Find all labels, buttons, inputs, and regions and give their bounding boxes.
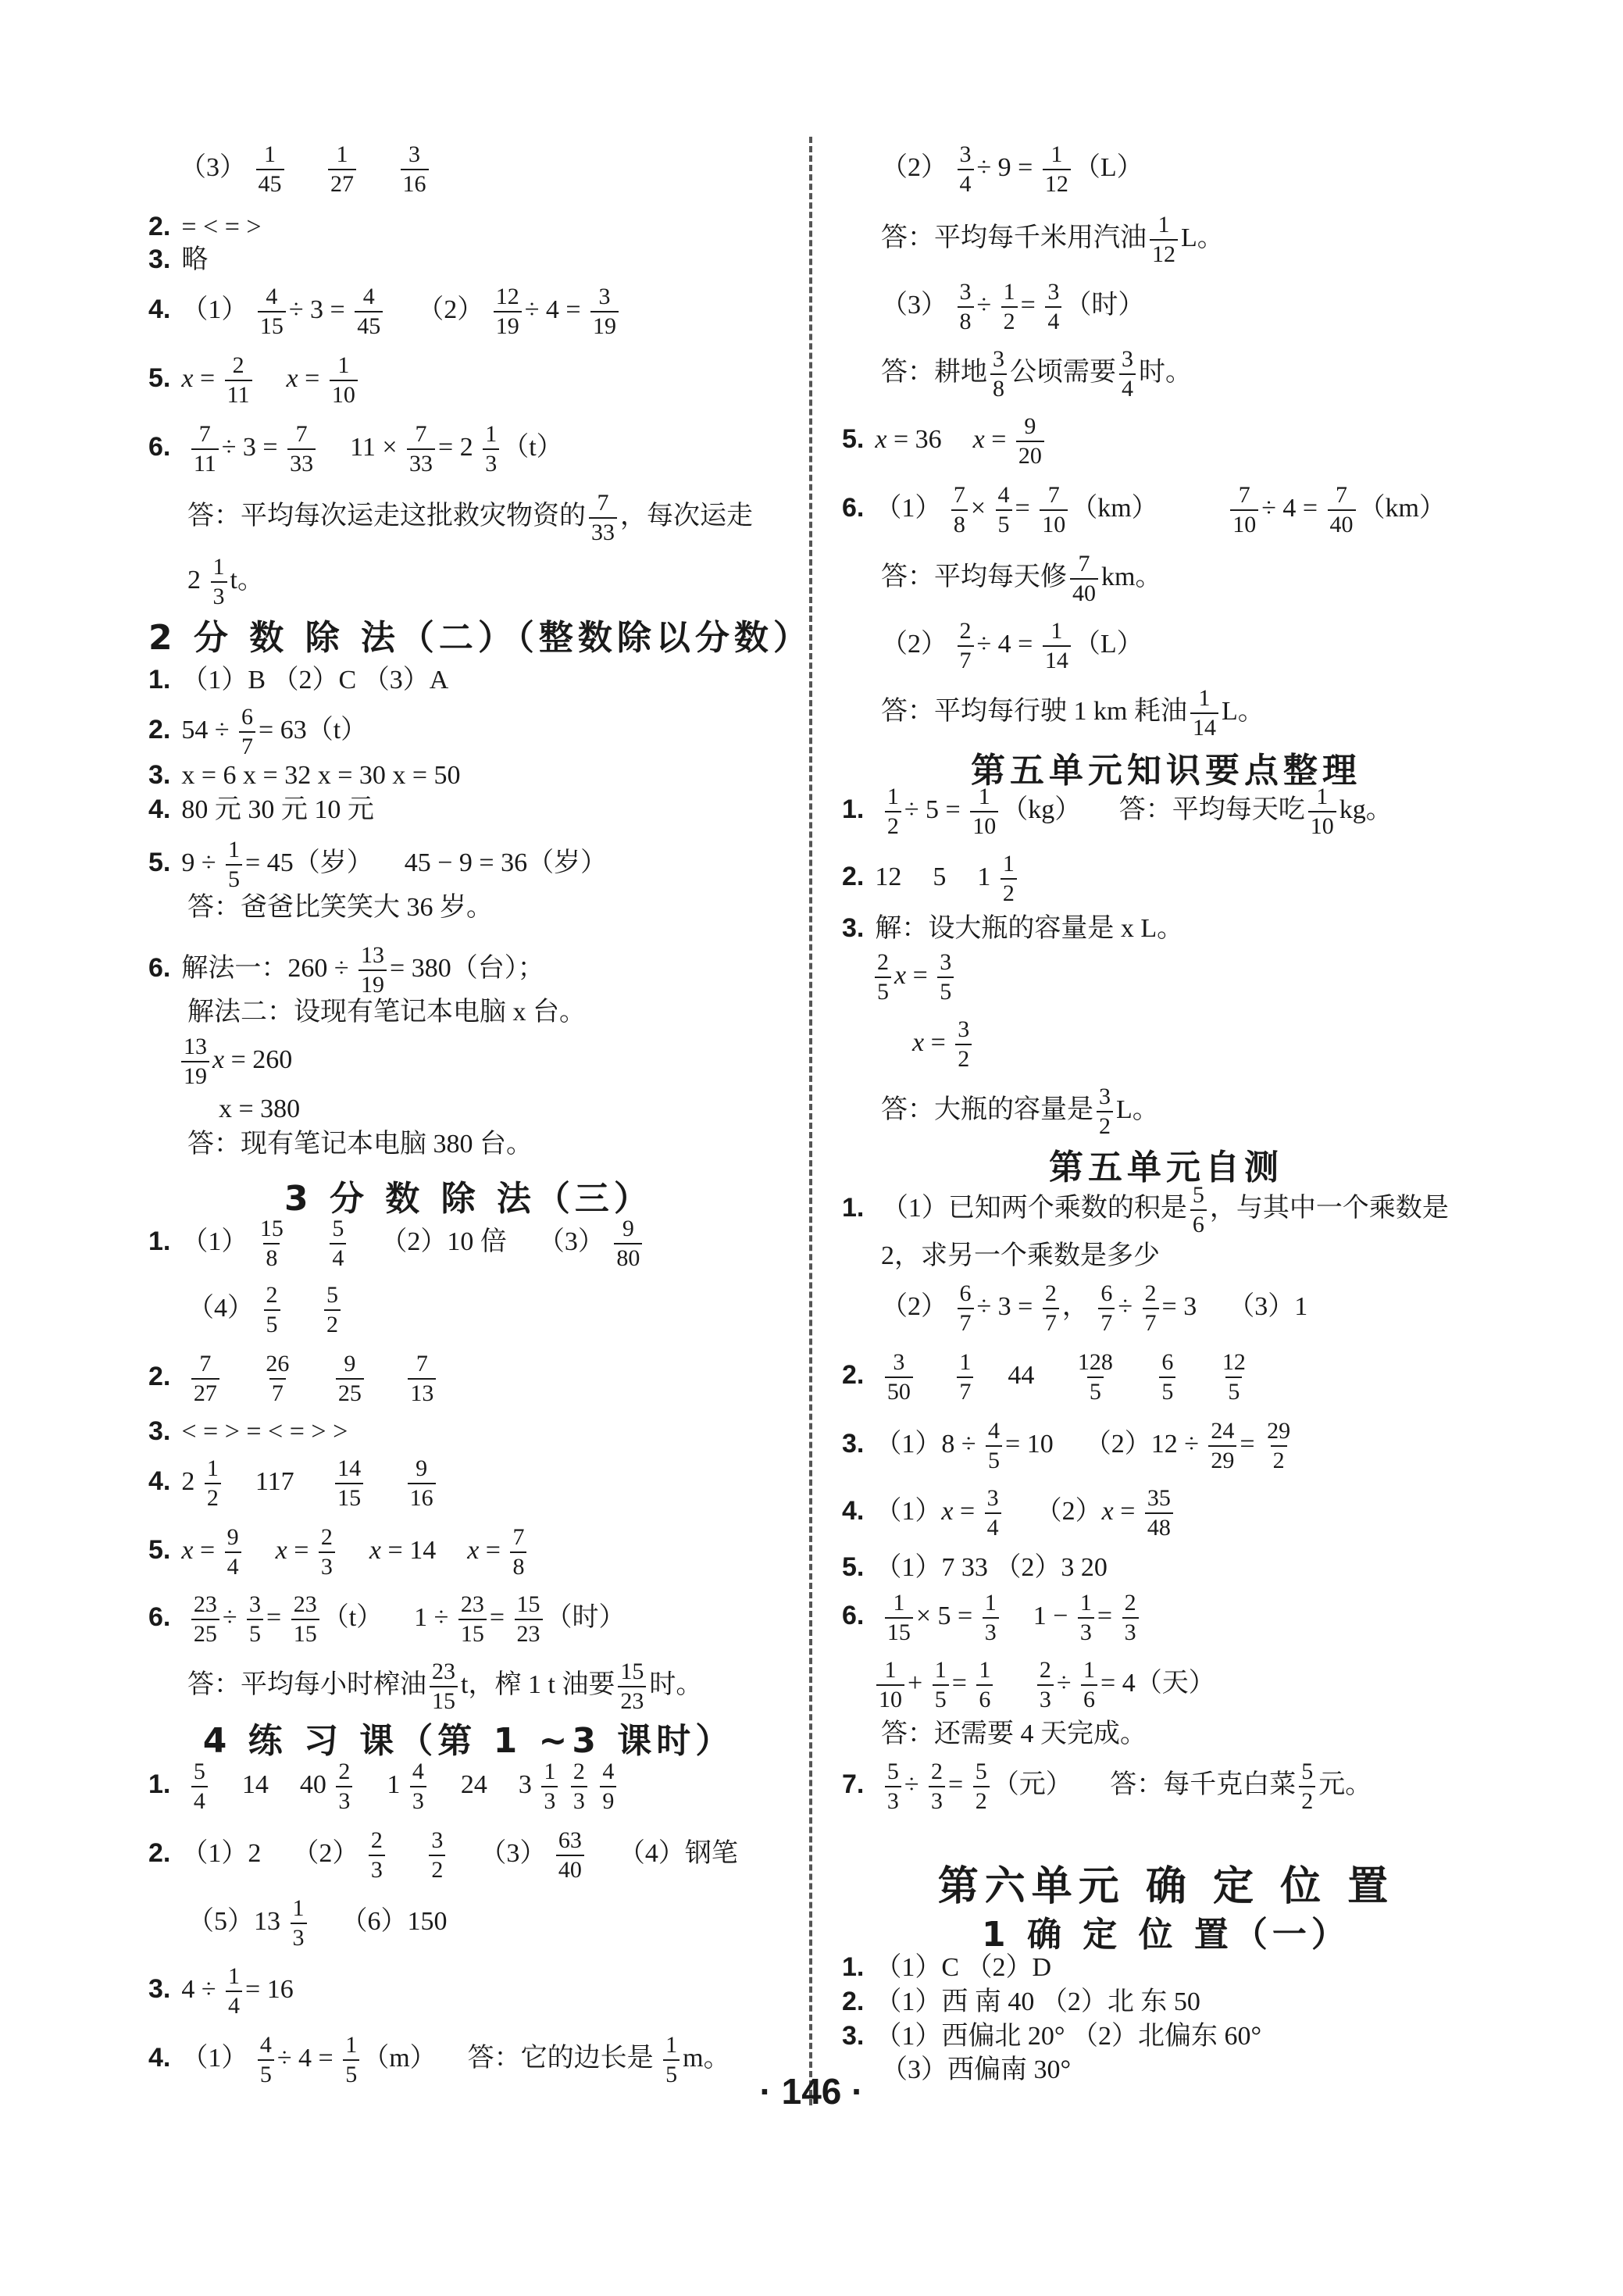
u6-answer-2: 2. （1）西 南 40 （2）北 东 50 — [842, 1987, 1200, 2016]
unit6-heading: 第六单元 确 定 位 置 — [937, 1863, 1395, 1910]
s2-answer-5: 5. 9 ÷ $\frac{1}{5}$ = 45（岁） 45 − 9 = 36（岁） — [148, 837, 608, 892]
t-answer-1: 1. （1）已知两个乘数的积是 $\frac{5}{6}$ ，与其中一个乘数是 — [842, 1182, 1449, 1237]
u5-answer-3-solution: x = $\frac{3}{2}$ — [912, 1016, 975, 1073]
section-heading-3: 3 分 数 除 法（三） — [284, 1179, 653, 1219]
s2-answer-3: 3. x = 6 x = 32 x = 30 x = 50 — [148, 760, 461, 790]
t-answer-6-reply: 答：还需要 4 天完成。 — [881, 1719, 1147, 1748]
r-answer-6: 6. （1） $\frac{7}{8}$ × $\frac{4}{5}$ = $\frac{7}{10}$ （km） $\frac{7}{10}$ ÷ 4 = $\frac{7}{40}$ （km） — [842, 482, 1446, 537]
s2-answer-6-x: x = 380 — [219, 1094, 301, 1123]
s3-answer-2: 2. $\frac{7}{27}$ $\frac{26}{7}$ $\frac{9}{25}$ $\frac{7}{13}$ — [148, 1350, 439, 1408]
r-answer-4-3-reply: 答：耕地 $\frac{3}{8}$ 公顷需要 $\frac{3}{4}$ 时。 — [881, 346, 1192, 402]
u5-answer-1: 1. $\frac{1}{2}$ ÷ 5 = $\frac{1}{10}$ （kg） 答：平均每天吃 $\frac{1}{10}$ kg。 — [842, 784, 1393, 839]
s3-answer-5: 5. x = $\frac{9}{4}$ x = $\frac{2}{3}$ x = 14 x = $\frac{7}{8}$ — [148, 1523, 530, 1581]
answer-1-3: （3） $\frac{1}{45}$ $\frac{1}{27}$ $\frac{3}{16}$ — [148, 141, 432, 198]
s4-answer-4: 4. （1） $\frac{4}{5}$ ÷ 4 = $\frac{1}{5}$ （m） 答：它的边长是 $\frac{1}{5}$ m。 — [148, 2032, 730, 2087]
s2-answer-1: 1. （1）B （2）C （3）A — [148, 665, 449, 695]
u6-answer-3-cont: （3）西偏南 30° — [881, 2055, 1072, 2084]
s3-answer-3: 3. < = > = < = > > — [148, 1416, 348, 1446]
s4-answer-3: 3. 4 ÷ $\frac{1}{4}$ = 16 — [148, 1963, 294, 2019]
u5-answer-3: 3. 解：设大瓶的容量是 x L。 — [842, 913, 1184, 943]
s2-answer-2: 2. 54 ÷ $\frac{6}{7}$ = 63（t） — [148, 704, 368, 759]
t-answer-1-2: （2） $\frac{6}{7}$ ÷ 3 = $\frac{2}{7}$ ， $\frac{6}{7}$ ÷ $\frac{2}{7}$ = 3 （3）1 — [881, 1280, 1308, 1336]
s2-answer-6: 6. 解法一：260 ÷ $\frac{13}{19}$ = 380（台）； — [148, 942, 544, 998]
r-answer-4-2: （2） $\frac{3}{4}$ ÷ 9 = $\frac{1}{12}$ （L） — [881, 141, 1143, 197]
section-heading-unit5-test: 第五单元自测 — [1049, 1148, 1283, 1187]
s4-answer-1: 1. $\frac{5}{4}$ 14 40 $\frac{2}{3}$ 1 $\frac{4}{3}$ 24 3 $\frac{1}{3}$ $\frac{2}{3}$ $\frac{4}{9}$ — [148, 1758, 619, 1816]
unit6-section-1-heading: 1 确 定 位 置（一） — [982, 1915, 1350, 1955]
answer-6-reply-cont: 2 $\frac{1}{3}$ t。 — [187, 554, 264, 609]
u5-answer-3-reply: 答：大瓶的容量是 $\frac{3}{2}$ L。 — [881, 1084, 1159, 1139]
s2-answer-6-equation: $\frac{13}{19}$ x = 260 — [178, 1033, 292, 1091]
u6-answer-1: 1. （1）C （2）D — [842, 1952, 1052, 1982]
s3-answer-6-reply: 答：平均每小时榨油 $\frac{23}{15}$ t，榨 1 t 油要 $\frac{15}{23}$ 时。 — [187, 1659, 703, 1714]
t-answer-2: 2. $\frac{3}{50}$ $\frac{1}{7}$ 44 $\frac{128}{5}$ $\frac{6}{5}$ $\frac{12}{5}$ — [842, 1349, 1246, 1405]
s4-answer-2: 2. （1）2 （2） $\frac{2}{3}$ $\frac{3}{2}$ （3） $\frac{63}{40}$ （4）钢笔 — [148, 1827, 738, 1883]
s3-answer-6: 6. $\frac{23}{25}$ ÷ $\frac{3}{5}$ = $\frac{23}{15}$ （t） 1 ÷ $\frac{23}{15}$ = $\frac{15}{23}$ （时） — [148, 1591, 626, 1647]
s4-answer-2-cont: （5）13 $\frac{1}{3}$ （6）150 — [187, 1895, 448, 1951]
t-answer-7: 7. $\frac{5}{3}$ ÷ $\frac{2}{3}$ = $\frac{5}{2}$ （元） 答：每千克白菜 $\frac{5}{2}$ 元。 — [842, 1759, 1372, 1814]
column-divider — [809, 137, 812, 2105]
s2-answer-6-method2: 解法二：设现有笔记本电脑 x 台。 — [187, 998, 586, 1027]
r-answer-4-2-reply: 答：平均每千米用汽油 $\frac{1}{12}$ L。 — [881, 212, 1224, 267]
section-heading-2: 2 分 数 除 法（二）（整数除以分数） — [148, 618, 812, 658]
s3-answer-1-4: （4） $\frac{2}{5}$ $\frac{5}{2}$ — [187, 1281, 344, 1339]
s3-answer-4: 4. 2 $\frac{1}{2}$ 117 $\frac{14}{15}$ $\frac{9}{16}$ — [148, 1455, 439, 1512]
r-answer-5: 5. x = 36 x = $\frac{9}{20}$ — [842, 412, 1047, 470]
s2-answer-6-reply: 答：现有笔记本电脑 380 台。 — [187, 1130, 533, 1159]
t-answer-4: 4. （1）x = $\frac{3}{4}$ （2）x = $\frac{35}{48}$ — [842, 1484, 1176, 1542]
answer-3: 3. 略 — [148, 245, 209, 274]
u6-answer-3: 3. （1）西偏北 20° （2）北偏东 60° — [842, 2021, 1262, 2051]
t-answer-6-cont: $\frac{1}{10}$ + $\frac{1}{5}$ = $\frac{1}{6}$ $\frac{2}{3}$ ÷ $\frac{1}{6}$ = 4（天） — [873, 1656, 1215, 1714]
r-answer-6-reply2: 答：平均每行驶 1 km 耗油 $\frac{1}{14}$ L。 — [881, 685, 1265, 741]
section-heading-4: 4 练 习 课（第 1 ~3 课时） — [202, 1721, 735, 1761]
section-heading-unit5-summary: 第五单元知识要点整理 — [971, 751, 1361, 791]
s3-answer-1: 1. （1） $\frac{15}{8}$ $\frac{5}{4}$ （2）10 倍 （3） $\frac{9}{80}$ — [148, 1215, 645, 1273]
r-answer-6-2: （2） $\frac{2}{7}$ ÷ 4 = $\frac{1}{14}$ （L） — [881, 618, 1143, 673]
answer-5: 5. x = $\frac{2}{11}$ x = $\frac{1}{10}$ — [148, 352, 361, 409]
answer-6: 6. $\frac{7}{11}$ ÷ 3 = $\frac{7}{33}$ 11 × $\frac{7}{33}$ = 2 $\frac{1}{3}$ （t） — [148, 421, 563, 477]
t-answer-3: 3. （1）8 ÷ $\frac{4}{5}$ = 10 （2）12 ÷ $\frac{24}{29}$ = $\frac{29}{2}$ — [842, 1418, 1291, 1473]
r-answer-4-3: （3） $\frac{3}{8}$ ÷ $\frac{1}{2}$ = $\frac{3}{4}$ （时） — [881, 279, 1145, 334]
t-answer-5: 5. （1）7 33 （2）3 20 — [842, 1552, 1108, 1582]
answer-4: 4. （1） $\frac{4}{15}$ ÷ 3 = $\frac{4}{45}$ （2） $\frac{12}{19}$ ÷ 4 = $\frac{3}{19}$ — [148, 283, 622, 341]
t-answer-1-cont: 2，求另一个乘数是多少 — [881, 1241, 1160, 1270]
s2-answer-4: 4. 80 元 30 元 10 元 — [148, 794, 374, 824]
r-answer-6-reply1: 答：平均每天修 $\frac{7}{40}$ km。 — [881, 551, 1162, 606]
t-answer-6: 6. $\frac{1}{15}$ × 5 = $\frac{1}{3}$ 1 − $\frac{1}{3}$ = $\frac{2}{3}$ — [842, 1589, 1142, 1647]
answer-6-reply: 答：平均每次运走这批救灾物资的 $\frac{7}{33}$ ，每次运走 — [187, 490, 753, 545]
page-number: · 146 · — [759, 2071, 864, 2112]
u5-answer-3-equation: $\frac{2}{5}$ x = $\frac{3}{5}$ — [872, 948, 957, 1006]
u5-answer-2: 2. 12 5 1 $\frac{1}{2}$ — [842, 850, 1020, 908]
answer-2: 2. = < = > — [148, 212, 262, 241]
s2-answer-5-reply: 答：爸爸比笑笑大 36 岁。 — [187, 893, 493, 922]
